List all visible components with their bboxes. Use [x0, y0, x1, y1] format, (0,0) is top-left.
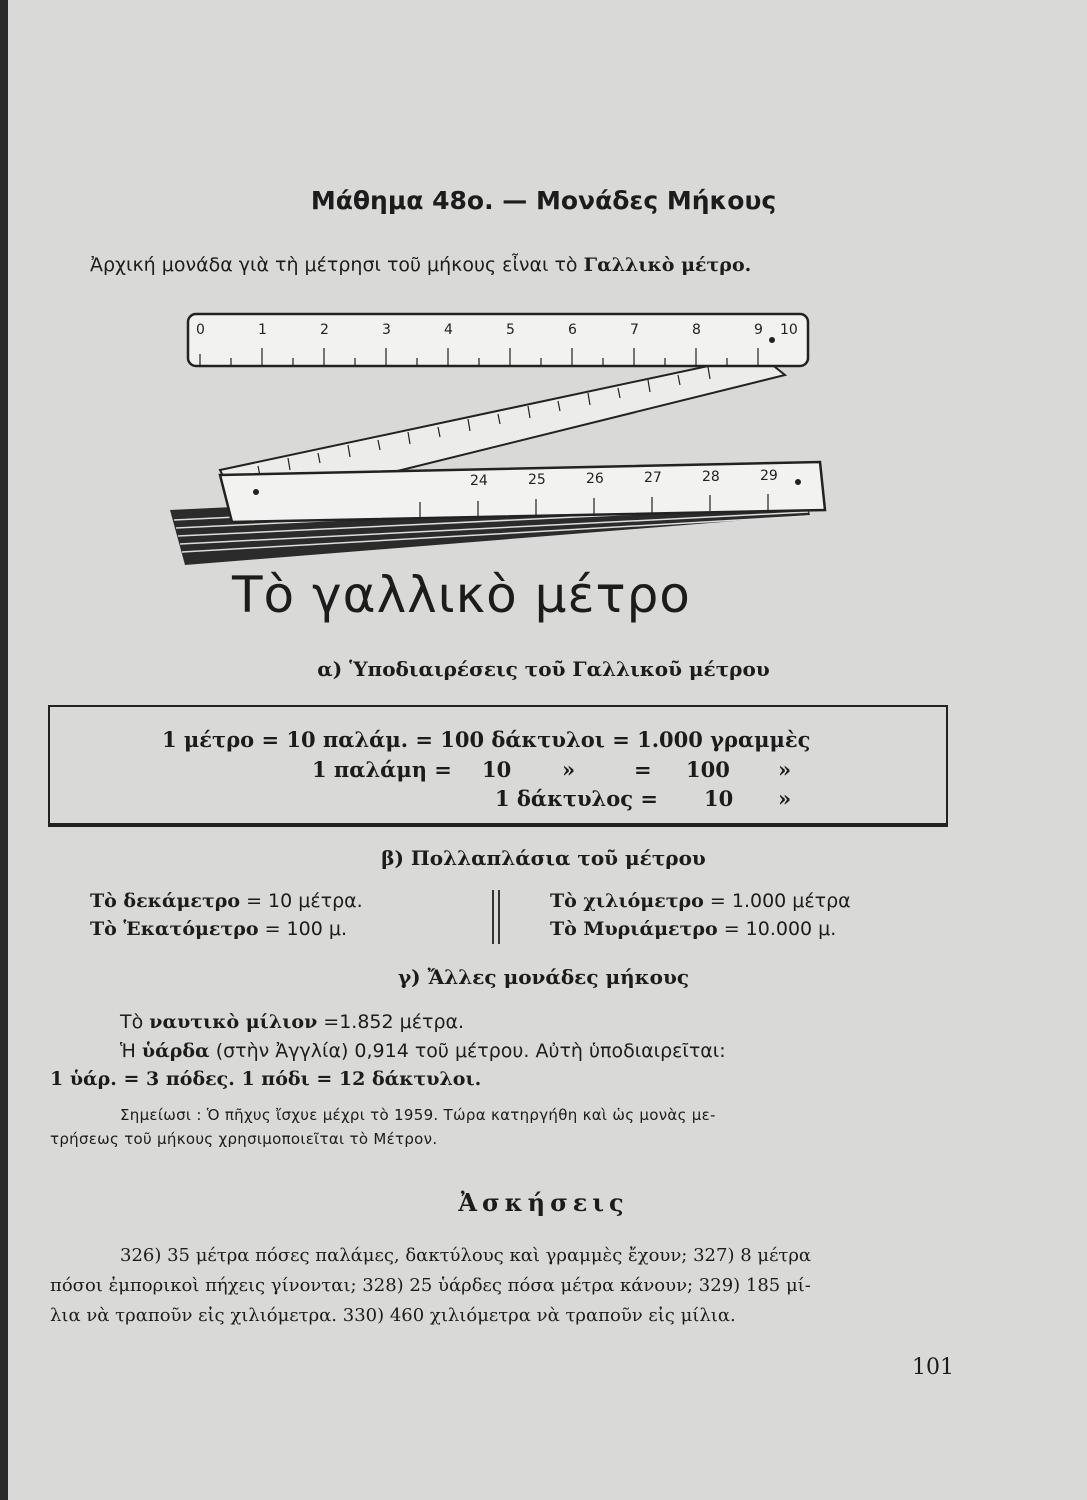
page-binding-edge — [0, 0, 8, 1500]
ruler-label: 24 — [470, 473, 488, 489]
ruler-label: 3 — [382, 322, 391, 338]
multiple-term: Τὸ Ἑκατόμετρο — [90, 918, 259, 940]
other-units-heading: γ) Ἄλλες μονάδες μήκους — [397, 965, 690, 989]
multiples-heading: β) Πολλαπλάσια τοῦ μέτρου — [381, 846, 706, 870]
multiple-term: Τὸ δεκάμετρο — [90, 890, 241, 912]
ruler-label: 26 — [586, 471, 604, 487]
ditto-mark: » — [778, 786, 792, 811]
note-line-2: τρήσεως τοῦ μήκους χρησιμοποιεῖται τὸ Μέτρον. — [50, 1130, 438, 1148]
subdivisions-heading: α) Ὑποδιαιρέσεις τοῦ Γαλλικοῦ μέτρου — [317, 657, 770, 681]
column-separator — [498, 890, 500, 944]
ruler-label: 1 — [258, 322, 267, 338]
exercise-line-3: λια νὰ τραποῦν εἰς χιλιόμετρα. 330) 460 χιλιόμετρα νὰ τραποῦν εἰς μίλια. — [50, 1305, 736, 1326]
ruler-label: 8 — [692, 322, 701, 338]
yard-description: (στὴν Ἀγγλία) 0,914 τοῦ μέτρου. Αὐτὴ ὑποδιαιρεῖται: — [209, 1040, 726, 1062]
ruler-label: 27 — [644, 470, 662, 486]
line-prefix: Τὸ — [120, 1011, 150, 1033]
ruler-top-segment — [188, 314, 808, 366]
nautical-mile-term: ναυτικὸ μίλιον — [149, 1011, 318, 1033]
multiple-term: Τὸ χιλιόμετρο — [550, 890, 704, 912]
ruler-label: 28 — [702, 469, 720, 485]
intro-bold: Γαλλικὸ μέτρο. — [583, 254, 752, 276]
ruler-label: 9 — [754, 322, 763, 338]
equals-sign: = — [634, 757, 652, 782]
yard-term: ὑάρδα — [141, 1040, 210, 1062]
nautical-mile-value: =1.852 μέτρα. — [317, 1011, 465, 1033]
multiple-hectometer — [90, 918, 347, 940]
multiple-decameter — [90, 890, 363, 912]
yard-subdivision: 1 ὑάρ. = 3 πόδες. 1 πόδι = 12 δάκτυλοι. — [50, 1068, 482, 1090]
figure-caption: Τὸ γαλλικὸ μέτρο — [232, 566, 691, 624]
exercises-heading: Ἀσκήσεις — [458, 1188, 629, 1217]
subdivision-row-1: 1 μέτρο = 10 παλάμ. = 100 δάκτυλοι = 1.000 γραμμὲς — [162, 727, 811, 752]
multiple-term: Τὸ Μυριάμετρο — [550, 918, 718, 940]
subdivision-row-2-label: 1 παλάμη = — [312, 757, 452, 782]
line-prefix: Ἡ — [120, 1040, 142, 1062]
intro-text: Ἀρχική μονάδα γιὰ τὴ μέτρησι τοῦ μήκους εἶναι τὸ — [90, 254, 584, 276]
multiple-value: = 10 μέτρα. — [240, 890, 363, 912]
ruler-label: 2 — [320, 322, 329, 338]
exercise-line-2: πόσοι ἐμπορικοὶ πήχεις γίνονται; 328) 25 ὑάρδες πόσα μέτρα κάνουν; 329) 185 μί- — [50, 1275, 811, 1296]
multiple-value: = 1.000 μέτρα — [703, 890, 851, 912]
folding-ruler-illustration — [160, 300, 840, 580]
ruler-label: 6 — [568, 322, 577, 338]
exercise-line-1: 326) 35 μέτρα πόσες παλάμες, δακτύλους καὶ γραμμὲς ἔχουν; 327) 8 μέτρα — [120, 1245, 812, 1266]
multiple-kilometer — [550, 890, 851, 912]
nautical-mile-line — [120, 1011, 464, 1033]
page-number: 101 — [912, 1355, 954, 1380]
multiple-value: = 10.000 μ. — [717, 918, 837, 940]
note-line-1: Σημείωσι : Ὁ πῆχυς ἴσχυε μέχρι τὸ 1959. Τώρα κατηργήθη καὶ ὡς μονὰς με- — [120, 1106, 716, 1124]
ruler-label: 4 — [444, 322, 453, 338]
ruler-label: 10 — [780, 322, 798, 338]
ruler-label: 29 — [760, 468, 778, 484]
yard-line — [120, 1040, 726, 1062]
ruler-label: 7 — [630, 322, 639, 338]
subdivision-row-3-value: 10 — [704, 786, 734, 811]
ruler-label: 5 — [506, 322, 515, 338]
subdivision-row-2-value-2: 100 — [686, 757, 730, 782]
ditto-mark: » — [778, 757, 792, 782]
multiple-myriameter — [550, 918, 836, 940]
ditto-mark: » — [562, 757, 576, 782]
ruler-label: 25 — [528, 472, 546, 488]
ruler-label: 0 — [196, 322, 205, 338]
intro-paragraph — [90, 254, 751, 276]
subdivision-row-3-label: 1 δάκτυλος = — [495, 786, 658, 811]
lesson-title: Μάθημα 48ο. — Μονάδες Μήκους — [310, 186, 777, 215]
multiple-value: = 100 μ. — [258, 918, 347, 940]
column-separator — [492, 890, 494, 944]
subdivisions-box — [48, 705, 948, 827]
subdivision-row-2-value: 10 — [482, 757, 512, 782]
